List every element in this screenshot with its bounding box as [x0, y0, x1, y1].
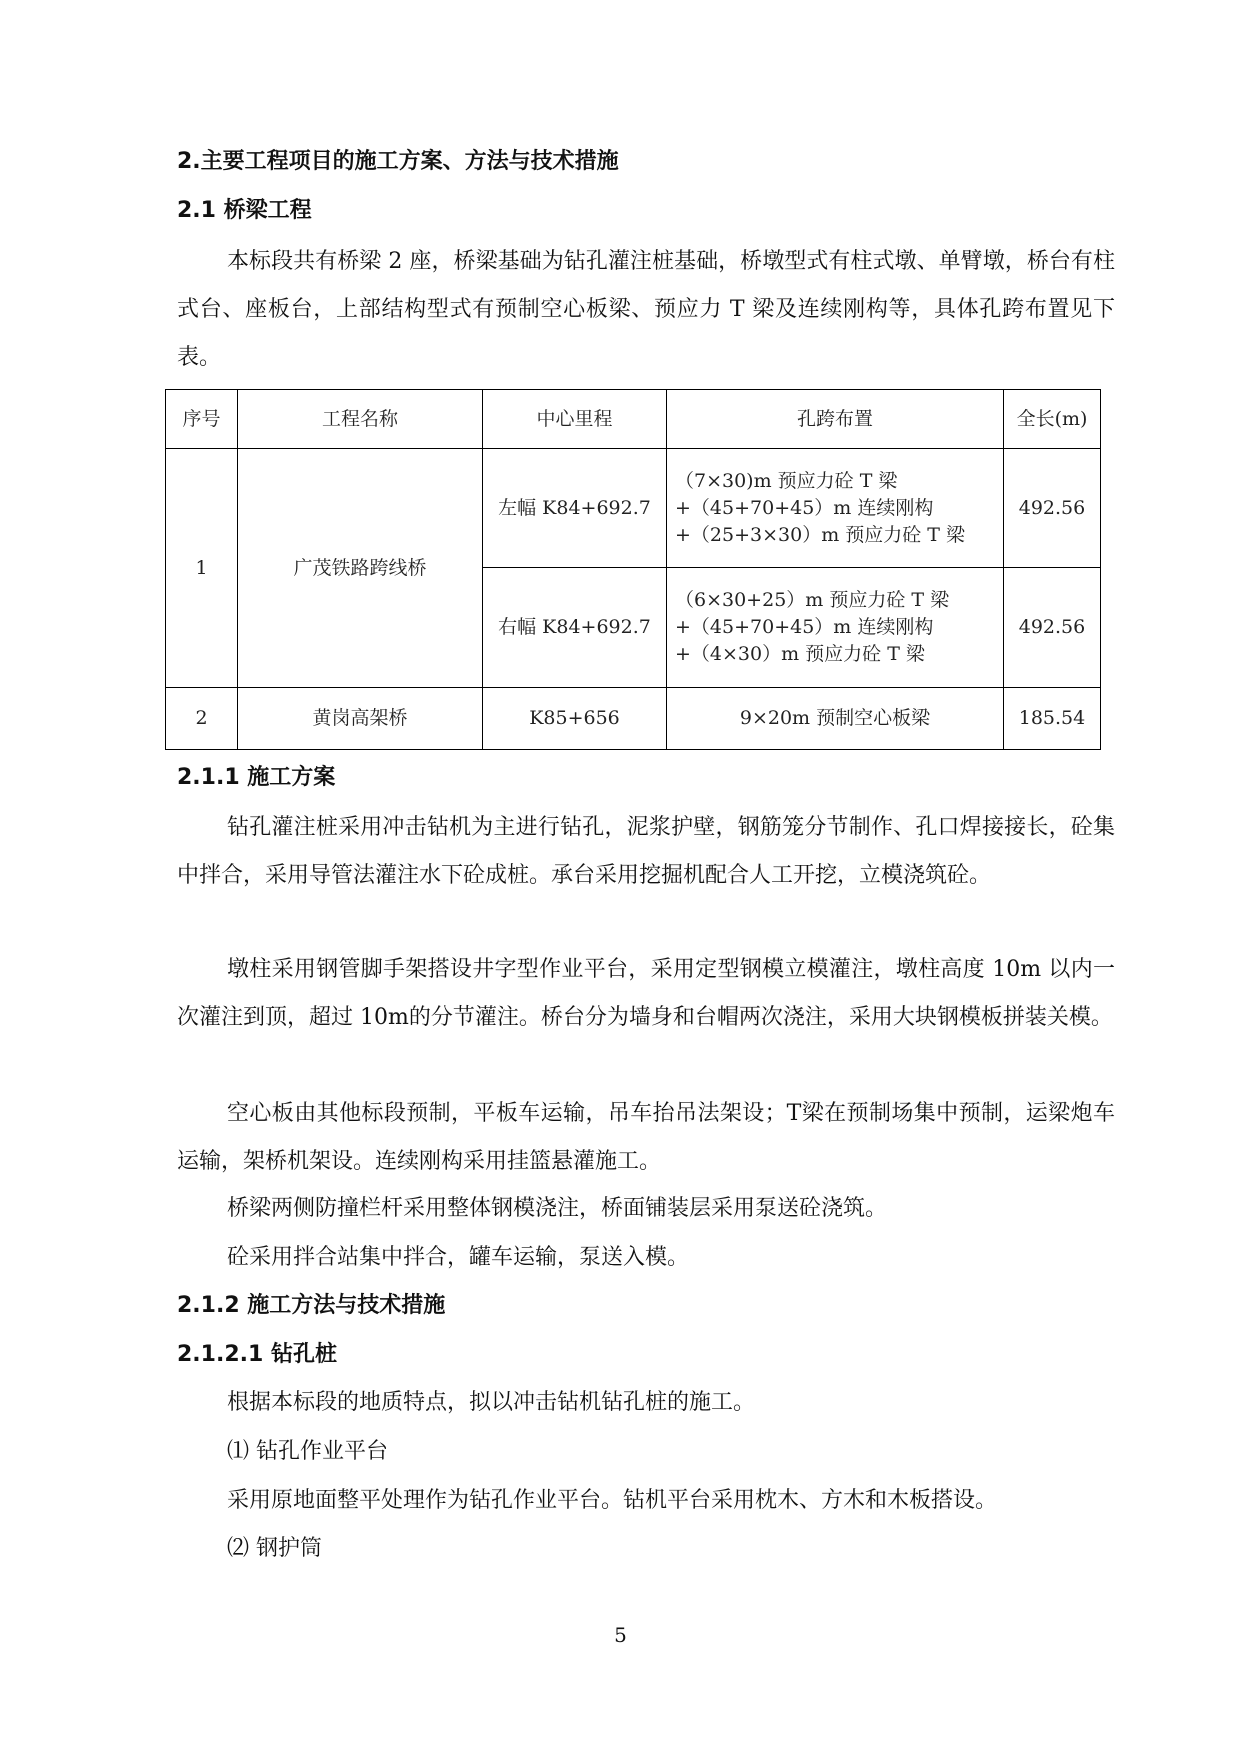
cell-span: （6×30+25）m 预应力砼 T 梁+（45+70+45）m 连续刚构+（4×30）m 预应力砼 T 梁	[667, 568, 1004, 688]
col-header-span: 孔跨布置	[667, 390, 1004, 449]
cell-span: 9×20m 预制空心板梁	[667, 688, 1004, 750]
cell-name: 黄岗高架桥	[238, 688, 483, 750]
cell-no: 2	[166, 688, 238, 750]
cell-station: K85+656	[483, 688, 667, 750]
cell-length: 492.56	[1004, 568, 1101, 688]
section-heading-2: 2.主要工程项目的施工方案、方法与技术措施	[177, 149, 619, 174]
cell-name: 广茂铁路跨线桥	[238, 449, 483, 688]
intro-paragraph: 本标段共有桥梁 2 座，桥梁基础为钻孔灌注桩基础，桥墩型式有柱式墩、单臂墩，桥台有柱式台、座板台，上部结构型式有预制空心板梁、预应力 T 梁及连续刚构等，具体孔跨布置见下表。	[177, 249, 1115, 370]
table-row	[166, 688, 1101, 750]
section-heading-2-1-2: 2.1.2 施工方法与技术措施	[177, 1293, 446, 1318]
col-header-length: 全长(m)	[1004, 390, 1101, 449]
pile-item-1-text: 采用原地面整平处理作为钻孔作业平台。钻机平台采用枕木、方木和木板搭设。	[227, 1488, 998, 1513]
section-heading-2-1-2-1: 2.1.2.1 钻孔桩	[177, 1342, 337, 1367]
page-number: 5	[614, 1623, 627, 1647]
col-header-no: 序号	[166, 390, 238, 449]
table-header-row	[166, 390, 1101, 449]
bridge-span-table	[165, 389, 1101, 750]
plan-paragraph: 砼采用拌合站集中拌合，罐车运输，泵送入模。	[227, 1245, 690, 1270]
pile-item-1: ⑴ 钻孔作业平台	[227, 1439, 388, 1464]
plan-paragraph: 桥梁两侧防撞栏杆采用整体钢模浇注，桥面铺装层采用泵送砼浇筑。	[227, 1196, 888, 1221]
cell-no: 1	[166, 449, 238, 688]
plan-paragraph: 空心板由其他标段预制，平板车运输，吊车抬吊法架设；T梁在预制场集中预制，运梁炮车运输，架桥机架设。连续刚构采用挂篮悬灌施工。	[177, 1101, 1115, 1174]
col-header-station: 中心里程	[483, 390, 667, 449]
pile-item-2: ⑵ 钢护筒	[227, 1536, 322, 1561]
table-row	[166, 449, 1101, 568]
cell-span: （7×30)m 预应力砼 T 梁+（45+70+45）m 连续刚构+（25+3×30）m 预应力砼 T 梁	[667, 449, 1004, 568]
cell-length: 492.56	[1004, 449, 1101, 568]
section-heading-2-1-1: 2.1.1 施工方案	[177, 765, 336, 790]
cell-length: 185.54	[1004, 688, 1101, 750]
col-header-name: 工程名称	[238, 390, 483, 449]
cell-station: 左幅 K84+692.7	[483, 449, 667, 568]
plan-paragraph: 墩柱采用钢管脚手架搭设井字型作业平台，采用定型钢模立模灌注，墩柱高度 10m 以内一次灌注到顶，超过 10m的分节灌注。桥台分为墙身和台帽两次浇注，采用大块钢模板拼装关模。	[177, 957, 1115, 1030]
pile-intro: 根据本标段的地质特点，拟以冲击钻机钻孔桩的施工。	[227, 1390, 756, 1415]
plan-paragraph: 钻孔灌注桩采用冲击钻机为主进行钻孔，泥浆护壁，钢筋笼分节制作、孔口焊接接长，砼集中拌合，采用导管法灌注水下砼成桩。承台采用挖掘机配合人工开挖，立模浇筑砼。	[177, 815, 1115, 888]
cell-station: 右幅 K84+692.7	[483, 568, 667, 688]
section-heading-2-1: 2.1 桥梁工程	[177, 198, 312, 223]
